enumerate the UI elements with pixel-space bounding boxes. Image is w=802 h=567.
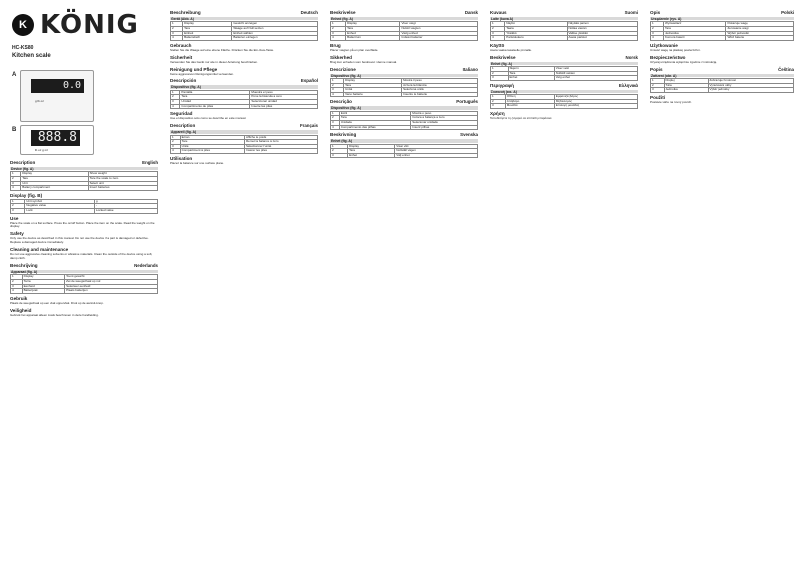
table-row (11, 289, 158, 294)
language-label: Italiano (462, 66, 478, 72)
table-cell: Batterijvak (22, 289, 64, 294)
section-heading: Gebruik (10, 295, 28, 301)
paragraph: Place the scale on a flat surface. Press the on/off button. Place the item on the scale. Read the weight on the display. (10, 220, 155, 229)
parts-table (10, 274, 158, 293)
table-cell: Nullstill vekten (554, 71, 637, 76)
table-row (171, 149, 318, 154)
table-cell: Tára (664, 83, 708, 88)
table-cell: Tarra (22, 279, 64, 284)
table-cell: Azzera la bilancia (402, 83, 478, 88)
section-heading: Beskrivelse Dansk (330, 10, 478, 15)
table-cell: 4 (171, 149, 181, 154)
table-cell: Lock (25, 208, 95, 213)
section-heading: Descripción Español (170, 78, 318, 84)
table-cell: 3 (171, 144, 181, 149)
table-cell: 3 (491, 76, 509, 81)
table-cell: Seleccionar unidad (250, 100, 318, 105)
paragraph: Do not use aggressive cleaning solvents or abrasive materials. Clean the outside of the device using a soft, damp cloth. (10, 252, 153, 261)
table-cell: Wyświetlacz (663, 22, 726, 27)
table-cell: Jednostka (663, 31, 726, 36)
table-cell: Einheit wählen (232, 31, 318, 36)
table-cell: 1 (491, 22, 505, 27)
language-label: Svenska (460, 132, 478, 138)
table-cell: 1 (11, 172, 21, 177)
section-heading: Opis Polski (650, 10, 794, 15)
table-cell: Tare (21, 176, 88, 181)
table-cell: Compartiment à piles (180, 149, 244, 154)
table-cell: 3 (171, 100, 180, 105)
parts-table (490, 66, 638, 81)
subsection-bar: Laite (kuva A) (490, 17, 638, 20)
table-cell: Επιλογή μονάδας (554, 104, 637, 109)
table-row (491, 76, 638, 81)
subsection-bar: Enhet (fig. A) (490, 62, 638, 65)
table-cell: Selecteer eenheid (65, 284, 158, 289)
table-cell: 2 (171, 140, 181, 145)
table-cell: Negative value (25, 204, 95, 209)
parts-table (10, 171, 158, 190)
language-label: Français (299, 123, 318, 129)
table-cell: 2 (491, 99, 506, 104)
parts-table (490, 21, 638, 40)
table-cell: Nollaa vaa'an (567, 26, 637, 31)
table-cell: 3 (491, 31, 505, 36)
table-cell: 1 (651, 22, 664, 27)
table-cell: Viser vekt (554, 67, 637, 72)
column-3 (330, 8, 478, 160)
table-cell: 2 (331, 83, 344, 88)
section-heading: Beschreibung Deutsch (170, 10, 318, 15)
table-cell: 2 (651, 83, 665, 88)
section-heading: Beskrivelse Norsk (490, 54, 638, 60)
table-cell: Tare the scale to zero (88, 176, 157, 181)
column-1 (10, 158, 158, 319)
section-heading: Brug (330, 42, 341, 48)
language-label: Deutsch (300, 10, 318, 15)
table-cell: 4 (11, 186, 21, 191)
parts-table (330, 144, 478, 159)
table-cell: Nollställ vågen (395, 149, 478, 154)
table-cell: Taara (505, 26, 567, 31)
table-cell: Tara (183, 26, 232, 31)
table-cell: 3 (171, 31, 183, 36)
table-cell: Display (346, 22, 400, 27)
paragraph: Gebruik het apparaat alleen zoals beschreven in deze handleiding. (10, 312, 99, 317)
table-cell: Compartimento das pilhas (339, 125, 410, 130)
table-cell: Unit symbol (25, 199, 95, 204)
table-row (651, 36, 794, 41)
table-cell: 1 (491, 67, 509, 72)
parts-table (330, 78, 478, 97)
subsection-bar: Dispositivo (fig. A) (330, 106, 478, 109)
table-cell: Indsæt batterier (400, 36, 478, 41)
table-cell: - (94, 204, 157, 209)
table-cell: Batteriefach (183, 36, 232, 41)
table-cell: 2 (11, 204, 25, 209)
table-cell: Display (348, 144, 395, 149)
section-heading: Użytkowanie (650, 42, 678, 48)
table-cell: 2 (171, 95, 180, 100)
section-heading: Περιγραφή Ελληνικά (490, 82, 638, 88)
section-heading: Use (10, 215, 19, 221)
table-cell: Οθόνη (505, 95, 554, 100)
parts-table (170, 135, 318, 154)
table-cell: Velg enhet (554, 76, 637, 81)
table-cell: 1 (11, 275, 23, 280)
section-heading: Seguridad (170, 111, 193, 117)
table-cell: 3 (491, 104, 506, 109)
table-cell: Απόβαρο (505, 99, 554, 104)
table-cell: 2 (331, 116, 340, 121)
table-cell: Display (344, 78, 402, 83)
table-cell: Näyttö (505, 22, 567, 27)
section-heading: Display (fig. B) (10, 192, 43, 198)
table-cell: Näyttää painon (567, 22, 637, 27)
table-cell: Yksikkö (505, 31, 567, 36)
table-cell: Visar vikt (395, 144, 478, 149)
table-cell: Tara (180, 95, 250, 100)
table-cell: Unit (21, 181, 88, 186)
section-heading: Χρήση (490, 111, 505, 117)
section-heading: Beschrijving Nederlands (10, 262, 158, 268)
section-heading: Cleaning and maintenance (10, 247, 69, 253)
figure-b-units: lb oz g ml (35, 148, 48, 152)
table-cell: Tara (344, 83, 402, 88)
table-cell: 1 (171, 90, 180, 95)
table-cell: Inserire le batterie (402, 92, 478, 97)
section-heading: Description English (10, 160, 158, 165)
table-cell: g (94, 199, 157, 204)
table-cell: 4 (331, 36, 346, 41)
paragraph: Τοποθετήστε τη ζυγαριά σε επίπεδη επιφάνεια. (490, 116, 553, 121)
language-label: Español (300, 78, 318, 84)
product-title: Kitchen scale (12, 53, 51, 59)
table-cell: Jednotka (664, 88, 708, 93)
table-cell: Displej (664, 78, 708, 83)
table-cell: Display (22, 275, 64, 280)
parts-table (330, 21, 478, 40)
parts-table (170, 90, 318, 109)
table-cell: Włóż baterie (726, 36, 794, 41)
paragraph: Stellen Sie die Waage auf eine ebene Fläche. Drücken Sie die Ein-/Aus-Taste. (170, 47, 274, 52)
table-cell: Coloca a balança a zero (411, 116, 478, 121)
column-2 (170, 8, 318, 167)
table-cell: Display (183, 22, 232, 27)
table-row (331, 36, 478, 41)
table-cell: Plaats batterijen (65, 289, 158, 294)
table-cell: Unidade (339, 120, 410, 125)
section-heading: Safety (10, 231, 24, 237)
table-cell: 2 (491, 26, 505, 31)
section-heading: Popis Čeština (650, 66, 794, 72)
table-cell: Zet de weegschaal op nul (65, 279, 158, 284)
table-cell: Sélectionner l'unité (245, 144, 318, 149)
figure-a-units: g lb oz (35, 99, 44, 103)
table-row (651, 88, 794, 93)
table-cell: 4 (331, 92, 344, 97)
table-cell: Výběr jednotky (708, 88, 794, 93)
table-cell: Display (21, 172, 88, 177)
table-cell: Enhed (346, 31, 400, 36)
language-label: Dansk (464, 10, 478, 15)
section-heading: Reinigung und Pflege (170, 66, 218, 72)
table-cell: 3 (331, 88, 344, 93)
table-row (331, 125, 478, 130)
table-cell: Gewicht anzeigen (232, 22, 318, 27)
table-cell: Inserte las pilas (250, 104, 318, 109)
table-cell: Skjerm (508, 67, 554, 72)
figure-a-scale (20, 70, 94, 122)
table-cell: 3 (651, 31, 664, 36)
column-5 (650, 8, 794, 106)
table-cell: Vælg enhed (400, 31, 478, 36)
table-row (491, 104, 638, 109)
paragraph: Placer vægten på en plan overflade. (330, 47, 379, 52)
subsection-bar: Gerät (Abb. A) (170, 17, 318, 20)
table-cell: Muestra el peso (250, 90, 318, 95)
table-cell: 3 (11, 208, 25, 213)
figure-b-display (20, 125, 94, 155)
table-cell: Affiche le poids (245, 135, 318, 140)
model-number: HC-KS80 (12, 45, 34, 51)
paragraph: Placez la balance sur une surface plane. (170, 160, 225, 165)
paragraph: Postavte váhu na rovný povrch. (650, 99, 693, 104)
table-cell: 3 (331, 120, 340, 125)
table-cell: Vynulování váhy (708, 83, 794, 88)
table-cell: 1 (651, 78, 665, 83)
section-heading: Käyttö (490, 42, 505, 48)
subsection-bar: Dispositivo (fig. A) (170, 85, 318, 88)
table-cell: Tara (348, 149, 395, 154)
table-cell: Välj enhet (395, 153, 478, 158)
table-cell: Waage auf Null setzen (232, 26, 318, 31)
table-cell: 3 (331, 153, 348, 158)
subsection-bar: Device (fig. A) (10, 167, 158, 170)
paragraph: Only use the device as described in this manual. Do not use the device if a part is damaged or defective. Replace a damaged device immediately. (10, 236, 149, 245)
table-cell: Remet la balance à zéro (245, 140, 318, 145)
subsection-bar: Zařízení (obr. A) (650, 74, 794, 77)
table-cell: Écran (180, 135, 244, 140)
table-cell: Show weight (88, 172, 157, 177)
paragraph: Używaj urządzenia wyłącznie zgodnie z instrukcją. (650, 59, 718, 64)
section-heading: Descrição Português (330, 99, 478, 105)
table-cell: Μηδενισμός (554, 99, 637, 104)
table-cell: Mostra il peso (402, 78, 478, 83)
table-cell: 2 (11, 279, 23, 284)
logo-text: KÖNIG (40, 10, 139, 40)
table-cell: Insert batteries (88, 186, 157, 191)
table-cell: Pokazuje wagę (726, 22, 794, 27)
table-cell: 1 (171, 135, 181, 140)
figure-b-label: B (12, 127, 17, 133)
table-cell: 1 (171, 22, 183, 27)
table-cell: Tara (663, 26, 726, 31)
section-heading: Sikkerhed (330, 54, 352, 60)
section-heading: Veiligheid (10, 307, 32, 313)
section-heading: Bezpieczeństwo (650, 54, 686, 60)
figure-a-label: A (12, 72, 17, 78)
parts-table (10, 199, 158, 214)
table-cell: Seleziona unità (402, 88, 478, 93)
section-heading: Beskrivning Svenska (330, 132, 478, 138)
parts-table (490, 94, 638, 109)
table-row (171, 104, 318, 109)
table-cell: Viser vægt (400, 22, 478, 27)
section-heading: Použití (650, 94, 666, 100)
parts-table (650, 21, 794, 40)
table-cell: Inserir pilhas (411, 125, 478, 130)
table-cell: Aseta paristot (567, 36, 637, 41)
table-cell: Tara (508, 71, 554, 76)
table-cell: 3 (331, 31, 346, 36)
table-cell: 4 (171, 104, 180, 109)
table-cell: Batterirum (346, 36, 400, 41)
section-heading: Sicherheit (170, 54, 193, 60)
language-label: Português (456, 99, 478, 105)
subsection-bar: Enhet (fig. A) (330, 139, 478, 142)
table-cell: 1 (331, 78, 344, 83)
figure-a-display: 0.0 (31, 79, 84, 93)
subsection-bar: Appareil (fig. A) (170, 130, 318, 133)
logo-icon: K (12, 14, 34, 36)
table-cell: Selecionar unidade (411, 120, 478, 125)
table-cell: Zobrazuje hmotnost (708, 78, 794, 83)
table-cell: 1 (331, 144, 348, 149)
paragraph: Plaats de weegschaal op een vlak oppervlak. Druk op de aan/uit-knop. (10, 300, 104, 305)
table-row (491, 36, 638, 41)
subsection-bar: Enhed (fig. A) (330, 17, 478, 20)
paragraph: Brug kun enheden som beskrevet i denne manual. (330, 59, 398, 64)
language-label: Polski (781, 10, 794, 15)
table-cell: 4 (651, 36, 664, 41)
figure-b-digits: 888.8 (31, 130, 80, 146)
table-cell: Ecrã (339, 111, 410, 116)
table-cell: Tara (339, 116, 410, 121)
subsection-bar: Dispositivo (fig. A) (330, 74, 478, 77)
table-cell: 2 (491, 71, 509, 76)
paragraph: Verwenden Sie das Gerät nur wie in dieser Anleitung beschrieben. (170, 59, 259, 64)
table-cell: Insérer les piles (245, 149, 318, 154)
paragraph: Keine aggressiven Reinigungsmittel verwenden. (170, 71, 235, 76)
table-cell: Batterien einlegen (232, 36, 318, 41)
section-heading: Utilisation (170, 155, 193, 161)
table-cell: Unité (180, 144, 244, 149)
section-heading: Descrizione Italiano (330, 66, 478, 72)
language-label: Suomi (624, 10, 638, 15)
table-cell: Valitse yksikkö (567, 31, 637, 36)
table-cell: Wybór jednostki (726, 31, 794, 36)
column-4 (490, 8, 638, 122)
brand-logo (12, 10, 139, 40)
table-row (171, 36, 318, 41)
table-cell: Einheit (183, 31, 232, 36)
table-cell: Unità (344, 88, 402, 93)
table-cell: Pone la báscula a cero (250, 95, 318, 100)
subsection-bar: Συσκευή (εικ. A) (490, 90, 638, 93)
table-cell: 3 (11, 181, 21, 186)
table-cell: 1 (11, 199, 25, 204)
language-label: Ελληνικά (618, 82, 638, 88)
table-cell: Tara (346, 26, 400, 31)
table-cell: 2 (331, 149, 348, 154)
table-row (11, 208, 158, 213)
table-cell: 4 (11, 289, 23, 294)
table-cell: Vano batterie (344, 92, 402, 97)
table-cell: 4 (491, 36, 505, 41)
table-cell: Toont gewicht (65, 275, 158, 280)
table-cell: Select unit (88, 181, 157, 186)
language-label: Nederlands (134, 262, 158, 268)
table-cell: 2 (331, 26, 346, 31)
table-cell: Pantalla (180, 90, 250, 95)
table-cell: Nulstil vægten (400, 26, 478, 31)
table-cell: Eenheid (22, 284, 64, 289)
section-heading: Kuvaus Suomi (490, 10, 638, 15)
table-cell: Locked value (94, 208, 157, 213)
table-cell: 4 (331, 125, 340, 130)
subsection-bar: Apparaat (fig. A) (10, 270, 158, 273)
table-cell: 2 (651, 26, 664, 31)
table-cell: Enhet (508, 76, 554, 81)
parts-table (170, 21, 318, 40)
table-row (331, 153, 478, 158)
table-cell: 4 (171, 36, 183, 41)
table-cell: Εμφανίζει βάρος (554, 95, 637, 100)
table-cell: 1 (331, 22, 346, 27)
table-cell: 2 (171, 26, 183, 31)
section-heading: Description Français (170, 123, 318, 129)
table-cell: Enhet (348, 153, 395, 158)
table-row (11, 186, 158, 191)
table-row (331, 92, 478, 97)
table-cell: Paristolokero (505, 36, 567, 41)
table-cell: 2 (11, 176, 21, 181)
table-cell: 3 (651, 88, 665, 93)
table-cell: Compartimento de pilas (180, 104, 250, 109)
language-label: Čeština (778, 66, 794, 72)
subsection-bar: Urządzenie (rys. A) (650, 17, 794, 20)
table-cell: 1 (491, 95, 506, 100)
table-cell: Komora baterii (663, 36, 726, 41)
parts-table (650, 78, 794, 93)
section-heading: Gebrauch (170, 42, 192, 48)
table-cell: Unidad (180, 100, 250, 105)
table-cell: Battery compartment (21, 186, 88, 191)
language-label: Norsk (625, 54, 638, 60)
parts-table (330, 111, 478, 130)
table-cell: 3 (11, 284, 23, 289)
table-cell: Tare (180, 140, 244, 145)
table-cell: 1 (331, 111, 340, 116)
paragraph: Umieść wagę na płaskiej powierzchni. (650, 47, 701, 52)
table-cell: Μονάδα (505, 104, 554, 109)
paragraph: Aseta vaaka tasaiselle pinnalle. (490, 47, 532, 52)
table-cell: Mostra o peso (411, 111, 478, 116)
paragraph: Use el dispositivo solo como se describe en este manual. (170, 116, 247, 121)
table-cell: Zerowanie wagi (726, 26, 794, 31)
language-label: English (142, 160, 158, 165)
